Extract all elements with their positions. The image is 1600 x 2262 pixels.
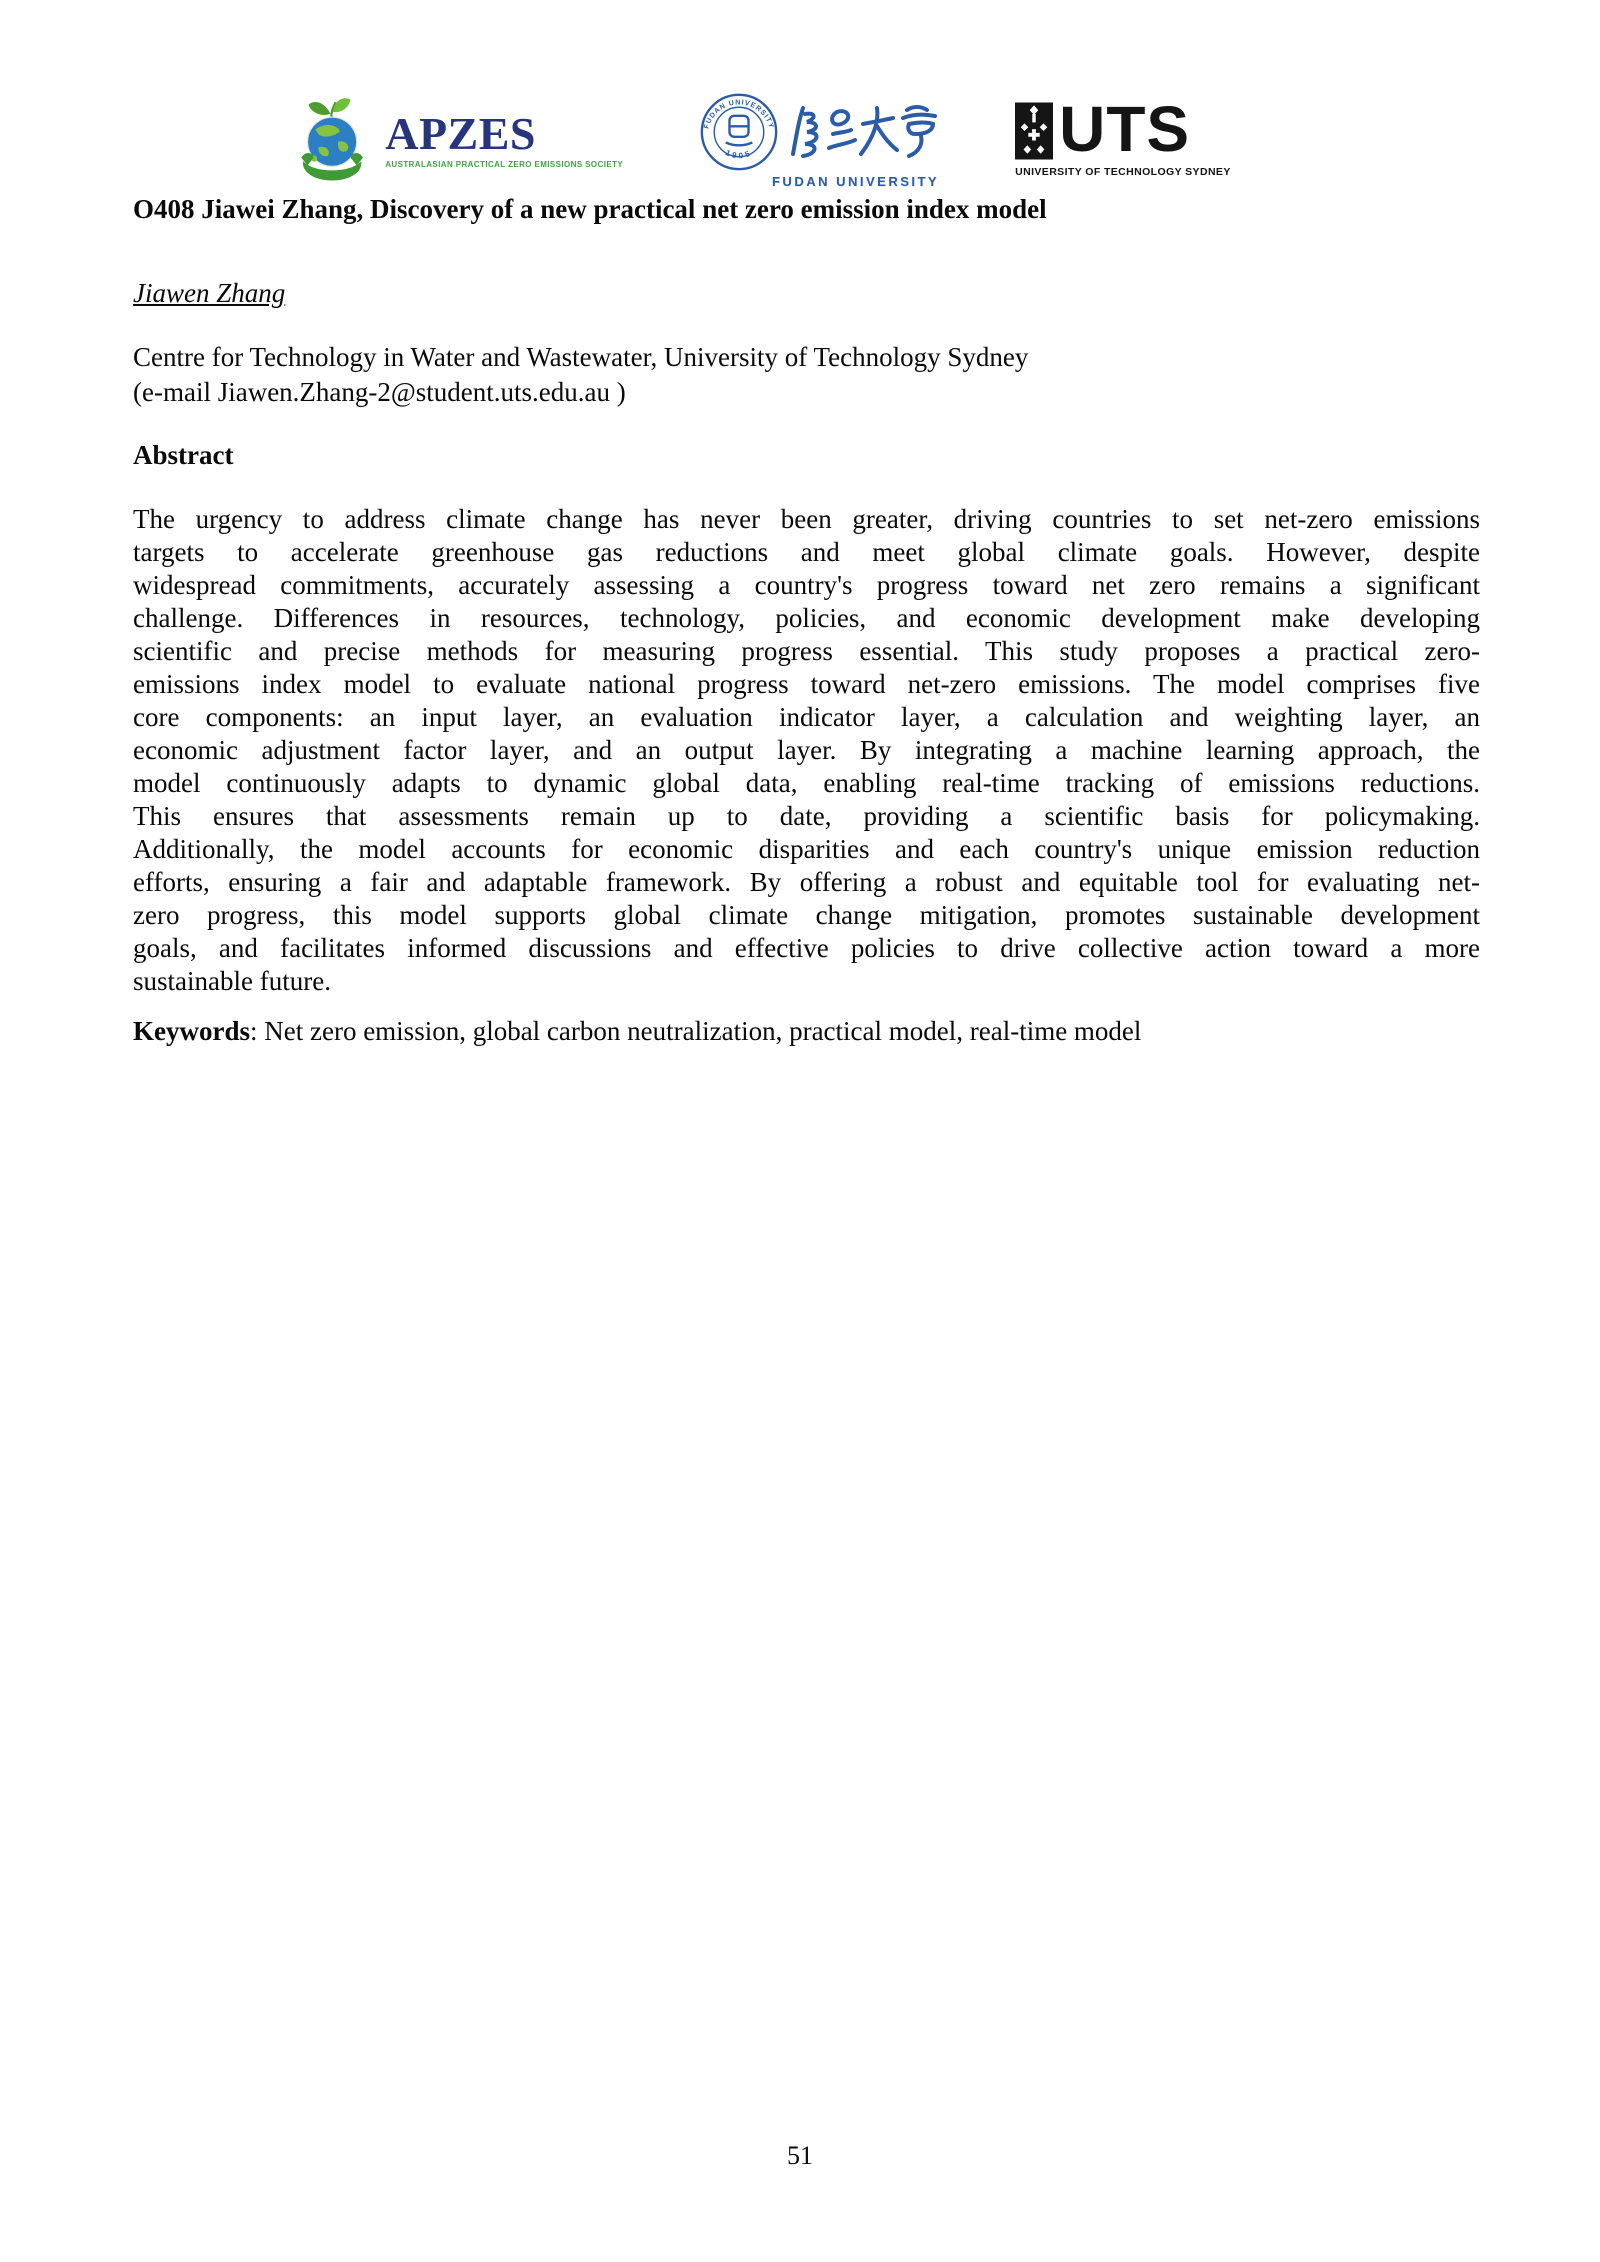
author-name: Jiawen Zhang (133, 278, 286, 308)
apzes-logo (289, 96, 623, 184)
abstract-line: The urgency to address climate change has never been greater, driving countries to set net-zero emissions (133, 504, 1480, 534)
uts-wordmark: UTS (1059, 93, 1191, 165)
abstract-line: goals, and facilitates informed discussions and effective policies to drive collective action toward a more (133, 933, 1480, 963)
affiliation-line: Centre for Technology in Water and Wastewater, University of Technology Sydney (133, 342, 1029, 372)
abstract-heading: Abstract (133, 440, 234, 470)
abstract-body (133, 503, 1480, 998)
abstract-line: This ensures that assessments remain up to date, providing a scientific basis for policymaking. (133, 801, 1480, 831)
abstract-line: efforts, ensuring a fair and adaptable framework. By offering a robust and equitable tool for evaluating net- (133, 867, 1480, 897)
apzes-wordmark: APZES (385, 108, 536, 159)
abstract-line: sustainable future. (133, 966, 331, 996)
email-line: (e-mail Jiawen.Zhang-2@student.uts.edu.au ) (133, 377, 626, 407)
uts-logo (1015, 93, 1231, 178)
fudan-seal-year: 1905 (724, 147, 755, 161)
paper-title: O408 Jiawei Zhang, Discovery of a new practical net zero emission index model (133, 194, 1047, 224)
fudan-caption: FUDAN UNIVERSITY (771, 173, 940, 189)
uts-caption: UNIVERSITY OF TECHNOLOGY SYDNEY (1015, 166, 1231, 178)
abstract-line: zero progress, this model supports global climate change mitigation, promotes sustainable development (133, 900, 1480, 930)
abstract-line: challenge. Differences in resources, technology, policies, and economic development make developing (133, 603, 1480, 633)
page-number: 51 (787, 2141, 813, 2170)
globe-leaves-hands-icon (289, 96, 377, 184)
fudan-logo (699, 92, 939, 189)
abstract-line: core components: an input layer, an evaluation indicator layer, a calculation and weighting layer, an (133, 702, 1480, 732)
uts-emblem-icon (1015, 102, 1053, 160)
abstract-line: emissions index model to evaluate national progress toward net-zero emissions. The model comprises five (133, 669, 1480, 699)
fudan-calligraphy-icon (789, 104, 939, 160)
abstract-line: Additionally, the model accounts for economic disparities and each country's unique emission reduction (133, 834, 1480, 864)
abstract-line: economic adjustment factor layer, and an output layer. By integrating a machine learning approach, the (133, 735, 1480, 765)
keywords-label: Keywords (133, 1016, 250, 1046)
abstract-line: widespread commitments, accurately assessing a country's progress toward net zero remains a significant (133, 570, 1480, 600)
logo-row (0, 90, 1560, 190)
fudan-seal-top-text: FUDAN UNIVERSITY (702, 97, 776, 130)
abstract-line: scientific and precise methods for measuring progress essential. This study proposes a practical zero- (133, 636, 1480, 666)
abstract-line: targets to accelerate greenhouse gas reductions and meet global climate goals. However, despite (133, 537, 1480, 567)
keywords-text: : Net zero emission, global carbon neutralization, practical model, real-time model (250, 1016, 1142, 1046)
keywords-line (133, 1016, 1141, 1047)
apzes-tagline: AUSTRALASIAN PRACTICAL ZERO EMISSIONS SOCIETY (385, 160, 624, 169)
abstract-line: model continuously adapts to dynamic global data, enabling real-time tracking of emissions reductions. (133, 768, 1480, 798)
fudan-seal-icon (699, 92, 779, 172)
